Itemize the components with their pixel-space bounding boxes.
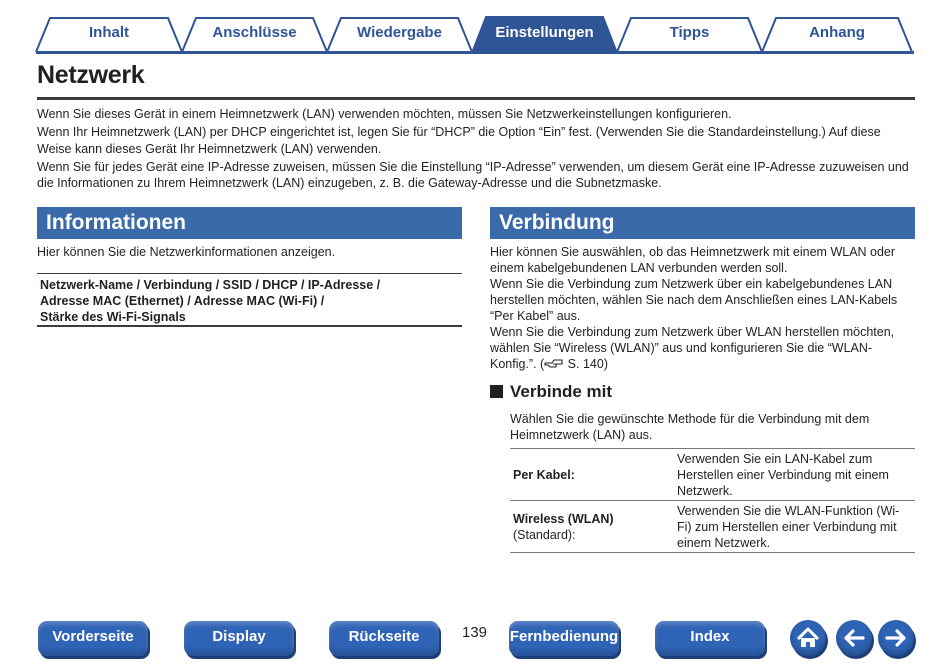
verbindung-heading: Verbindung — [490, 207, 915, 239]
informationen-description: Hier können Sie die Netzwerkinformationen anzeigen. — [37, 245, 336, 259]
verbindung-description — [490, 244, 915, 372]
back-button[interactable] — [836, 620, 872, 656]
option-key: Wireless (WLAN) — [513, 511, 614, 526]
option-value-cell: Verwenden Sie die WLAN-Funktion (Wi-Fi) zum Herstellen einer Verbindung mit einem Netzwerk. — [674, 501, 915, 553]
verbinde-mit-label: Verbinde mit — [510, 382, 613, 401]
intro-paragraph-1: Wenn Sie dieses Gerät in einem Heimnetzwerk (LAN) verwenden möchten, müssen Sie Netzwerkeinstellungen konfigurieren. — [37, 107, 732, 121]
option-value-cell: Verwenden Sie ein LAN-Kabel zum Herstellen einer Verbindung mit einem Netzwerk. — [674, 449, 915, 501]
home-button[interactable] — [790, 620, 826, 656]
tab-inhalt[interactable]: Inhalt — [89, 24, 129, 41]
info-items-line-3: Stärke des Wi-Fi-Signals — [40, 310, 186, 324]
verbindung-paragraph-2: Wenn Sie die Verbindung zum Netzwerk über ein kabelgebundenes LAN herstellen möchten, wählen Sie nach dem Anschließen eines LAN-Kabels “Per Kabel” aus. — [490, 277, 898, 323]
display-button[interactable]: Display — [184, 621, 294, 656]
verbinde-mit-heading — [490, 382, 612, 402]
info-items-line-2: Adresse MAC (Ethernet) / Adresse MAC (Wi-Fi) / — [40, 294, 325, 308]
intro-text — [37, 106, 917, 193]
page-number: 139 — [462, 624, 488, 641]
front-panel-button[interactable]: Vorderseite — [38, 621, 148, 656]
option-key: Per Kabel: — [513, 467, 575, 482]
rear-panel-button[interactable]: Rückseite — [329, 621, 439, 656]
page-title: Netzwerk — [37, 61, 145, 89]
remote-control-button[interactable]: Fernbedienung — [509, 621, 619, 656]
tab-wiedergabe[interactable]: Wiedergabe — [357, 24, 442, 41]
informationen-heading: Informationen — [37, 207, 462, 239]
verbinde-mit-description: Wählen Sie die gewünschte Methode für die Verbindung mit dem Heimnetzwerk (LAN) aus. — [510, 412, 870, 442]
verbindung-paragraph-1: Hier können Sie auswählen, ob das Heimnetzwerk mit einem WLAN oder einem kabelgebundenen LAN verbunden werden soll. — [490, 245, 896, 275]
tab-einstellungen[interactable]: Einstellungen — [495, 24, 594, 41]
option-key-cell — [510, 501, 674, 553]
forward-button[interactable] — [878, 620, 914, 656]
table-row — [510, 501, 915, 553]
tab-anschluesse[interactable]: Anschlüsse — [212, 24, 297, 41]
intro-paragraph-3: Wenn Sie für jedes Gerät eine IP-Adresse zuweisen, müssen Sie die Einstellung “IP-Adresse” verwenden, um diesem Gerät eine IP-Adresse zuzuweisen und die Informationen zu Ihrem Heimnetzwerk (LAN) einzugeben, z. B. die Gateway-Adresse und die Subnetzmaske. — [37, 159, 909, 190]
verbindung-paragraph-3 — [490, 324, 915, 372]
arrow-right-icon — [878, 620, 914, 656]
verbindung-paragraph-3-end: ) — [603, 357, 608, 371]
informationen-items-box — [37, 273, 462, 327]
connection-options-table — [510, 448, 915, 553]
intro-paragraph-2: Wenn Ihr Heimnetzwerk (LAN) per DHCP eingerichtet ist, legen Sie für “DHCP” die Option “Ein” fest. (Verwenden Sie die Standardeinstellung.) Auf diese Weise kann dieses Gerät Ihr Heimnetzwerk (LAN) verwenden. — [37, 125, 881, 156]
tab-tipps[interactable]: Tipps — [669, 24, 710, 41]
arrow-left-icon — [836, 620, 872, 656]
title-divider — [37, 97, 915, 100]
page-reference-icon — [544, 357, 564, 368]
table-row — [510, 449, 915, 501]
option-note: (Standard): — [513, 527, 576, 542]
verbindung-paragraph-3-text: Wenn Sie die Verbindung zum Netzwerk über WLAN herstellen möchten, wählen Sie “Wireless (WLAN)” aus und konfigurieren Sie die “WLAN-Konfig.”. ( — [490, 325, 895, 371]
info-items-line-1: Netzwerk-Name / Verbindung / SSID / DHCP / IP-Adresse / — [40, 278, 381, 292]
tab-anhang[interactable]: Anhang — [809, 24, 865, 41]
page-reference-link[interactable]: S. 140 — [567, 357, 604, 371]
tab-bar — [0, 0, 950, 56]
option-key-cell — [510, 449, 674, 501]
square-bullet-icon — [490, 385, 503, 398]
home-icon — [790, 620, 826, 656]
index-button[interactable]: Index — [655, 621, 765, 656]
